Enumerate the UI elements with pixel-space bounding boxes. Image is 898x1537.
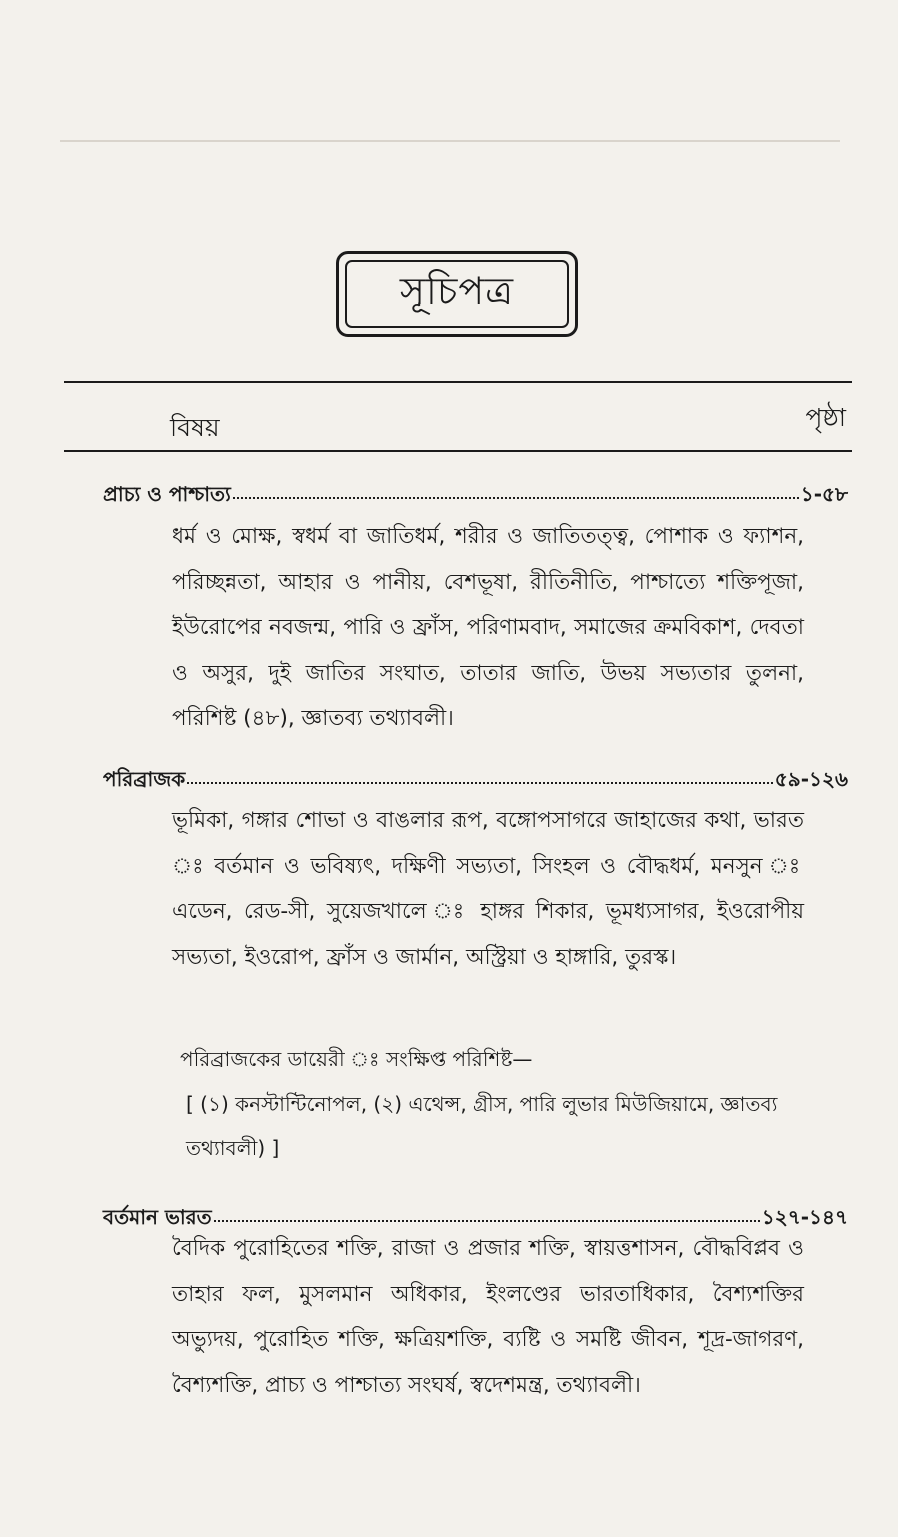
bleed-through-rule [60, 140, 840, 142]
entry-description: ধর্ম ও মোক্ষ, স্বধর্ম বা জাতিধর্ম, শরীর ও জাতিতত্ত্ব, পোশাক ও ফ্যাশন, পরিচ্ছন্নতা, আহার ও পানীয়, বেশভূষা, রীতিনীতি, পাশ্চাত্যে শক্তিপূজা, ইউরোপের নবজন্ম, পারি ও ফ্রাঁস, পরিণামবাদ, সমাজের ক্রমবিকাশ, দেবতা ও অসুর, দুই জাতির সংঘাত, তাতার জাতি, উভয় সভ্যতার তুলনা, পরিশিষ্ট (৪৮), জ্ঞাতব্য তথ্যাবলী। [172, 524, 804, 731]
entry-title: বর্তমান ভারত [103, 1205, 212, 1229]
entry-pages: ৫৯-১২৬ [774, 767, 848, 791]
title-inner-frame [345, 260, 569, 328]
toc-entry-heading [103, 480, 848, 510]
entry-description: ভূমিকা, গঙ্গার শোভা ও বাঙলার রূপ, বঙ্গোপসাগরে জাহাজের কথা, ভারত ঃ বর্তমান ও ভবিষ্যৎ, দক্ষিণী সভ্যতা, সিংহল ও বৌদ্ধধর্ম, মনসুন ঃ এডেন, রেড-সী, সুয়েজখালে ঃ হাঙ্গর শিকার, ভূমধ্যসাগর, ইওরোপীয় সভ্যতা, ইওরোপ, ফ্রাঁস ও জার্মান, অস্ট্রিয়া ও হাঙ্গারি, তুরস্ক। [172, 808, 804, 970]
column-header-page: পৃষ্ঠা [805, 403, 846, 432]
entry-bracket-note: [ (১) কনস্টান্টিনোপল, (২) এথেন্স, গ্রীস, পারি লুভার মিউজিয়ামে, জ্ঞাতব্য তথ্যাবলী) ] [186, 1092, 778, 1160]
entry-title: প্রাচ্য ও পাশ্চাত্য [103, 482, 231, 506]
entry-description: বৈদিক পুরোহিতের শক্তি, রাজা ও প্রজার শক্তি, স্বায়ত্তশাসন, বৌদ্ধবিপ্লব ও তাহার ফল, মুসলমান অধিকার, ইংলণ্ডের ভারতাধিকার, বৈশ্যশক্তির অভ্যুদয়, পুরোহিত শক্তি, ক্ষত্রিয়শক্তি, ব্যষ্টি ও সমষ্টি জীবন, শূদ্র-জাগরণ, বৈশ্যশক্তি, প্রাচ্য ও পাশ্চাত্য সংঘর্ষ, স্বদেশমন্ত্র, তথ্যাবলী। [172, 1236, 804, 1398]
header-top-rule [64, 381, 852, 383]
entry-title: পরিব্রাজক [103, 767, 186, 791]
dot-leader [187, 768, 773, 784]
entry-pages: ১২৭-১৪৭ [761, 1205, 848, 1229]
dot-leader [214, 1206, 760, 1222]
dot-leader [233, 483, 799, 499]
title-frame [336, 251, 578, 337]
page-title: সূচিপত্র [399, 269, 515, 313]
toc-entry-heading [103, 765, 848, 795]
column-header-subject: বিষয় [170, 413, 220, 442]
entry-pages: ১-৫৮ [800, 482, 848, 506]
entry-sub-heading: পরিব্রাজকের ডায়েরী ঃ সংক্ষিপ্ত পরিশিষ্ট— [180, 1047, 533, 1071]
header-bottom-rule [64, 450, 852, 452]
